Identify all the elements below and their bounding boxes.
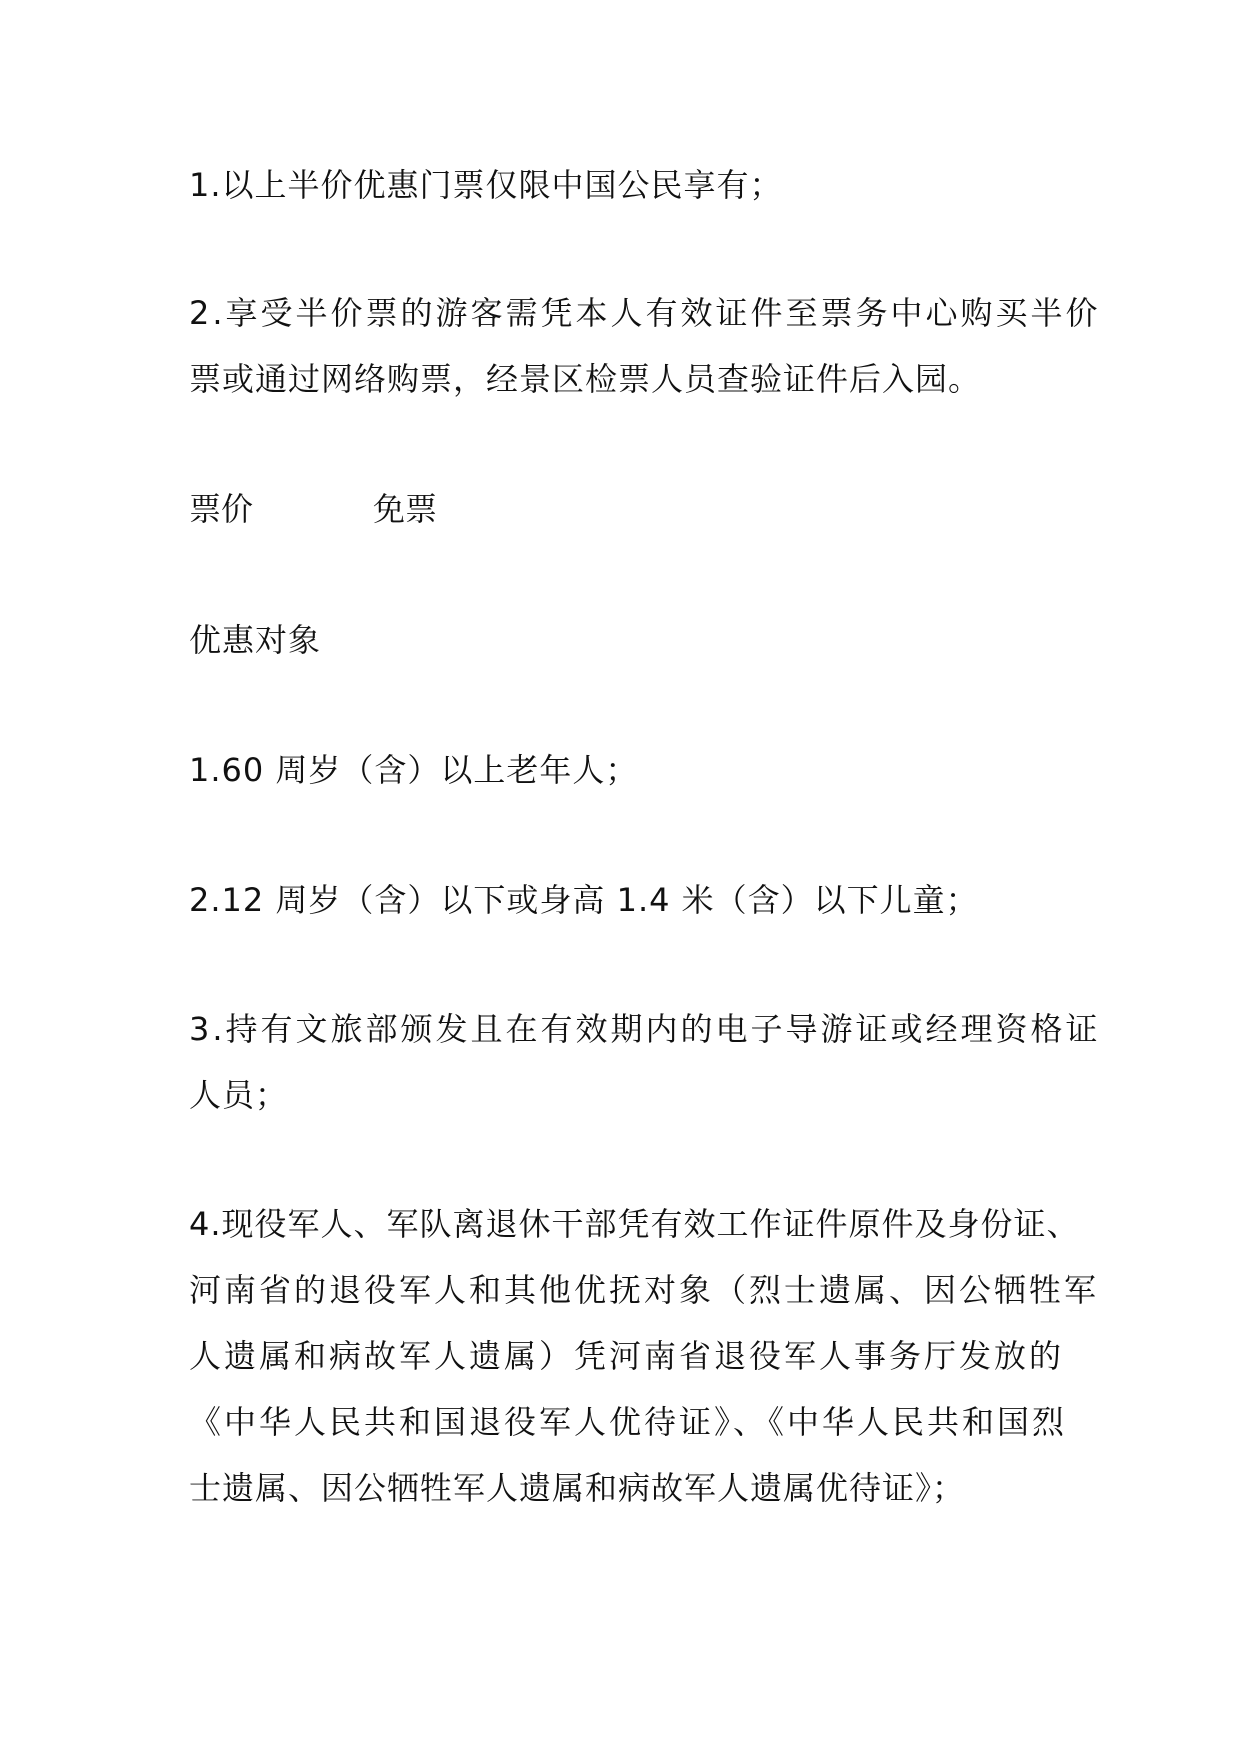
section-heading-eligible: 优惠对象 [189,621,322,659]
half-price-note-1: 1.以上半价优惠门票仅限中国公民享有； [189,166,783,204]
half-price-note-2-line-1: 2.享受半价票的游客需凭本人有效证件至票务中心购买半价 [189,294,1101,332]
price-row [189,487,437,531]
free-item-4-line-5: 士遗属、因公牺牲军人遗属和病故军人遗属优待证》； [189,1469,966,1507]
price-value: 免票 [373,490,438,528]
free-item-1: 1.60 周岁（含）以上老年人； [189,751,639,789]
free-item-4-line-1: 4.现役军人、军队离退休干部凭有效工作证件原件及身份证、 [189,1205,1080,1243]
free-item-4-line-3: 人遗属和病故军人遗属）凭河南省退役军人事务厅发放的 [189,1337,1065,1375]
free-item-3-line-2: 人员； [189,1076,289,1114]
free-item-4-line-2: 河南省的退役军人和其他优抚对象（烈士遗属、因公牺牲军 [189,1271,1100,1309]
free-item-3-line-1: 3.持有文旅部颁发且在有效期内的电子导游证或经理资格证 [189,1010,1101,1048]
free-item-4-line-4: 《中华人民共和国退役军人优待证》、《中华人民共和国烈 [189,1403,1068,1441]
price-label: 票价 [189,490,254,528]
half-price-note-2-line-2: 票或通过网络购票，经景区检票人员查验证件后入园。 [189,360,982,398]
free-item-2: 2.12 周岁（含）以下或身高 1.4 米（含）以下儿童； [189,881,979,919]
